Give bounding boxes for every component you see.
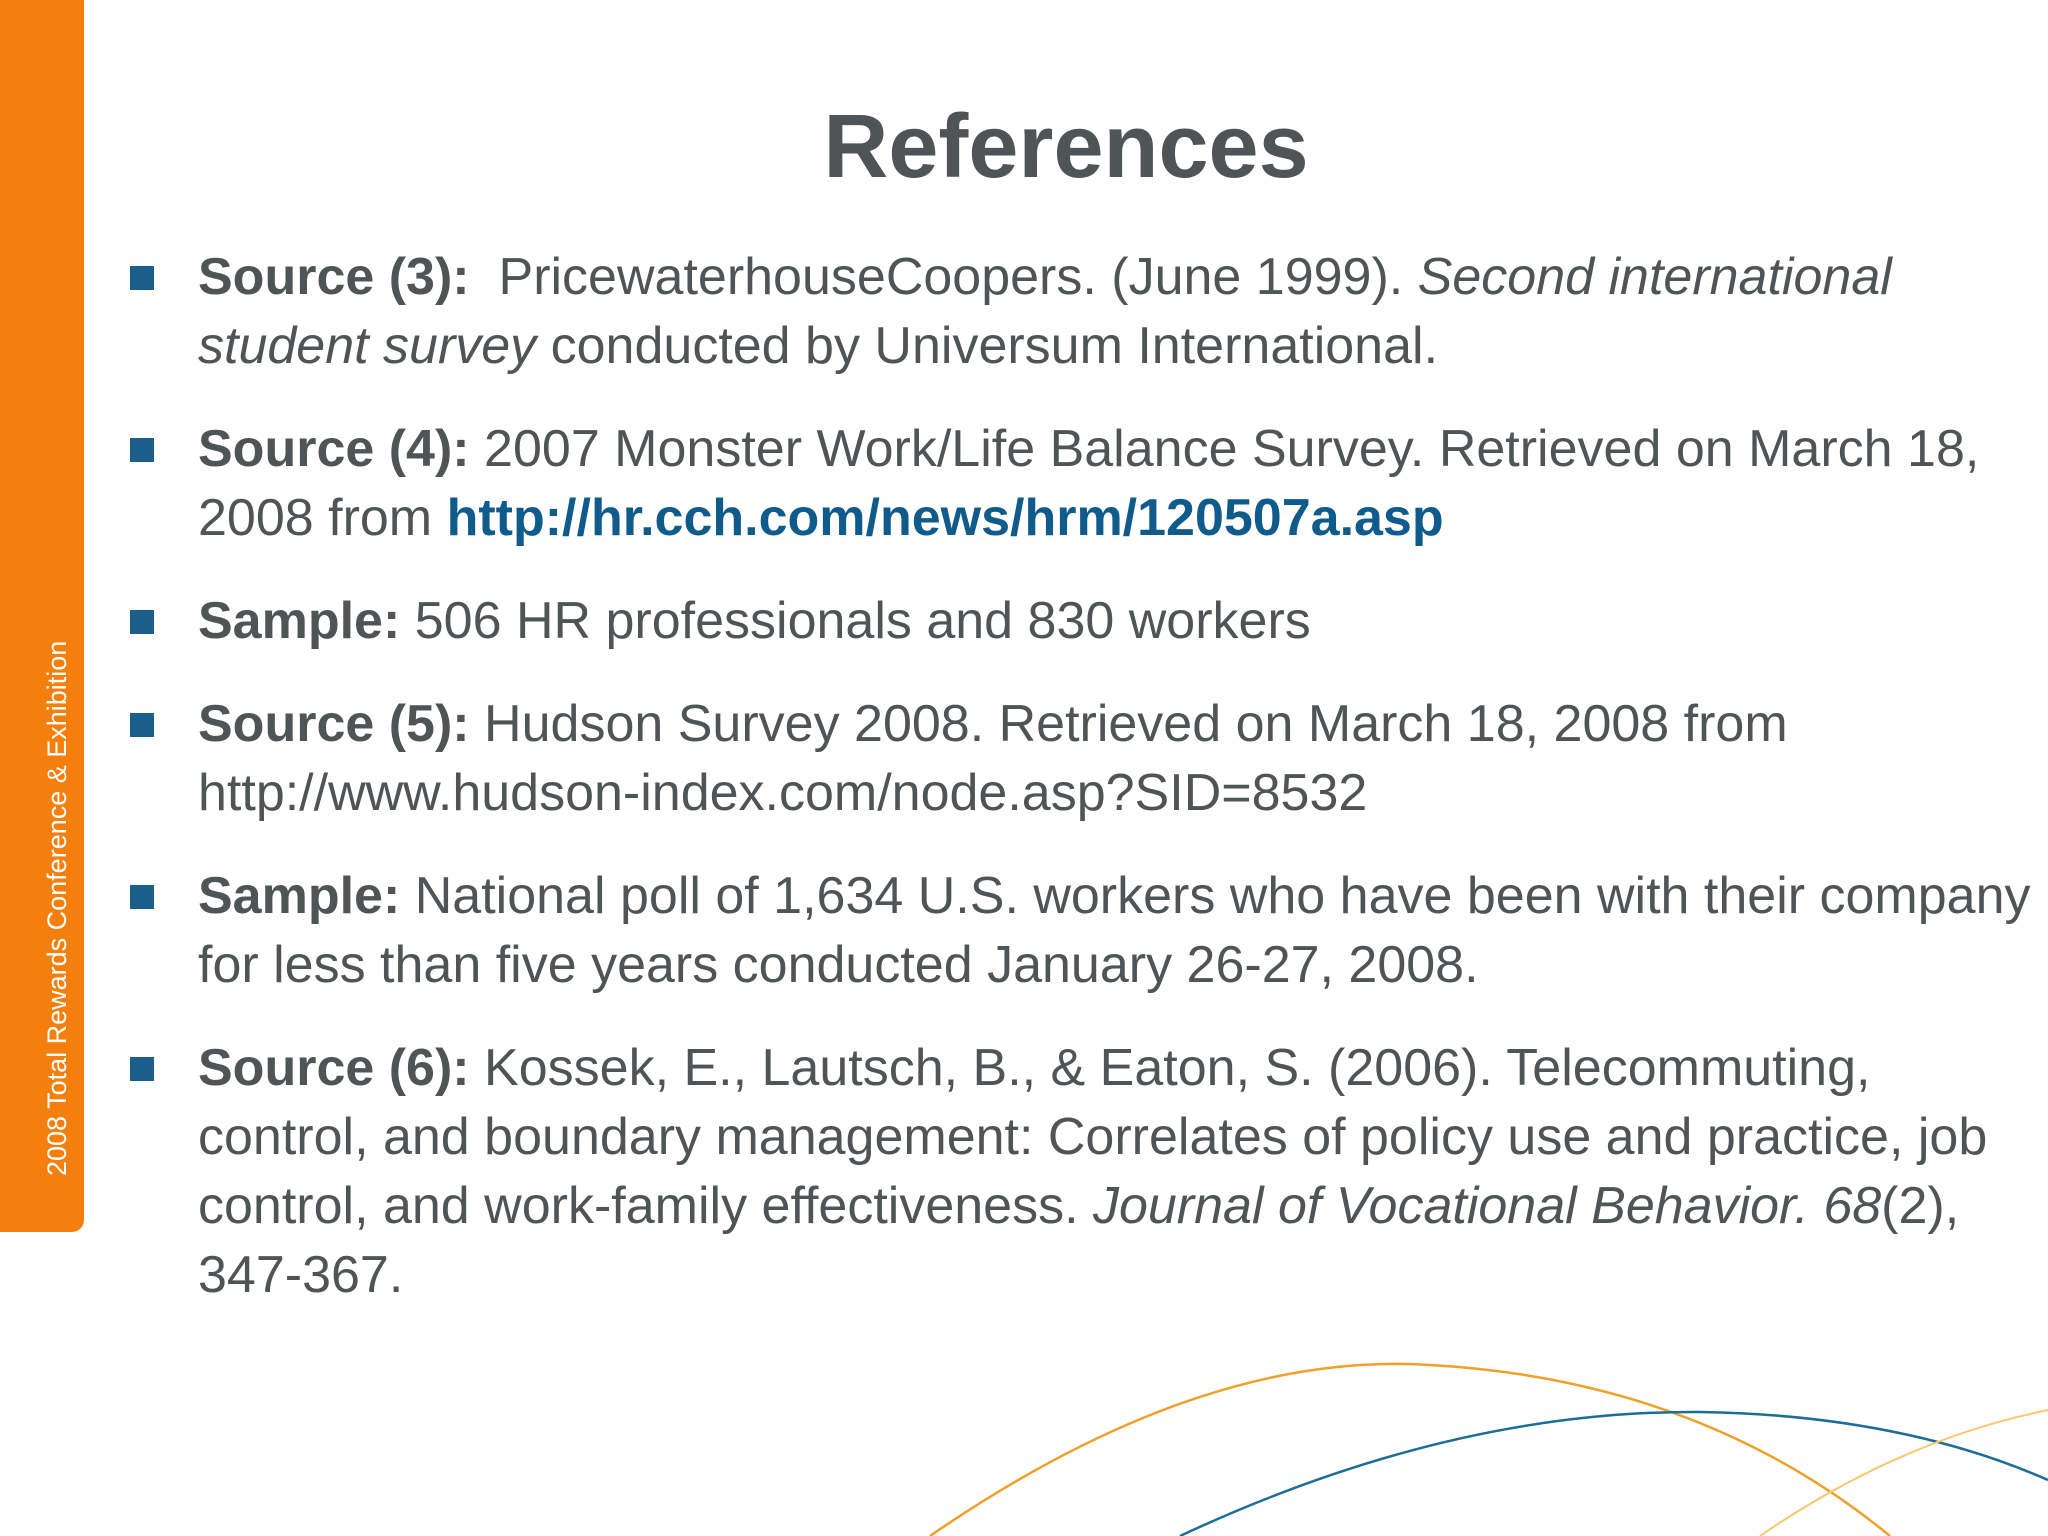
reference-text: 506 HR professionals and 830 workers — [400, 592, 1311, 650]
reference-label: Sample: — [198, 867, 401, 925]
reference-label: Source (6): — [198, 1039, 470, 1097]
reference-label: Sample: — [198, 592, 401, 650]
reference-italic-title: Second international student survey — [198, 248, 1892, 375]
reference-text-end: (2), 347-367. — [198, 1177, 1960, 1304]
reference-text: Kossek, E., Lautsch, B., & Eaton, S. (2006). Telecommuting, control, and boundary management: Correlates of policy use and practice, job control, and work-family effectiveness. — [198, 1039, 1988, 1235]
reference-label: Source (4): — [198, 420, 470, 478]
reference-text: 2007 Monster Work/Life Balance Survey. Retrieved on March 18, 2008 from — [198, 420, 1980, 547]
reference-italic-journal: Journal of Vocational Behavior. 68 — [1092, 1177, 1882, 1235]
conference-vertical-label: 2008 Total Rewards Conference & Exhibition — [42, 640, 72, 1176]
swoosh-light-orange-arc — [1760, 1410, 2048, 1536]
reference-text: Hudson Survey 2008. Retrieved on March 18, 2008 from http://www.hudson-index.com/node.asp?SID=8532 — [198, 695, 1788, 822]
reference-text-end: conducted by Universum International. — [536, 317, 1439, 375]
swoosh-blue-arc — [1180, 1412, 2048, 1536]
reference-text: National poll of 1,634 U.S. workers who have been with their company for less than five years conducted January 26-27, 2008. — [198, 867, 2031, 994]
reference-label: Source (5): — [198, 695, 470, 753]
page-title: References — [823, 97, 1309, 197]
reference-label: Source (3): — [198, 248, 470, 306]
reference-text: PricewaterhouseCoopers. (June 1999). — [469, 248, 1418, 306]
reference-hyperlink[interactable]: http://hr.cch.com/news/hrm/120507a.asp — [446, 489, 1444, 547]
